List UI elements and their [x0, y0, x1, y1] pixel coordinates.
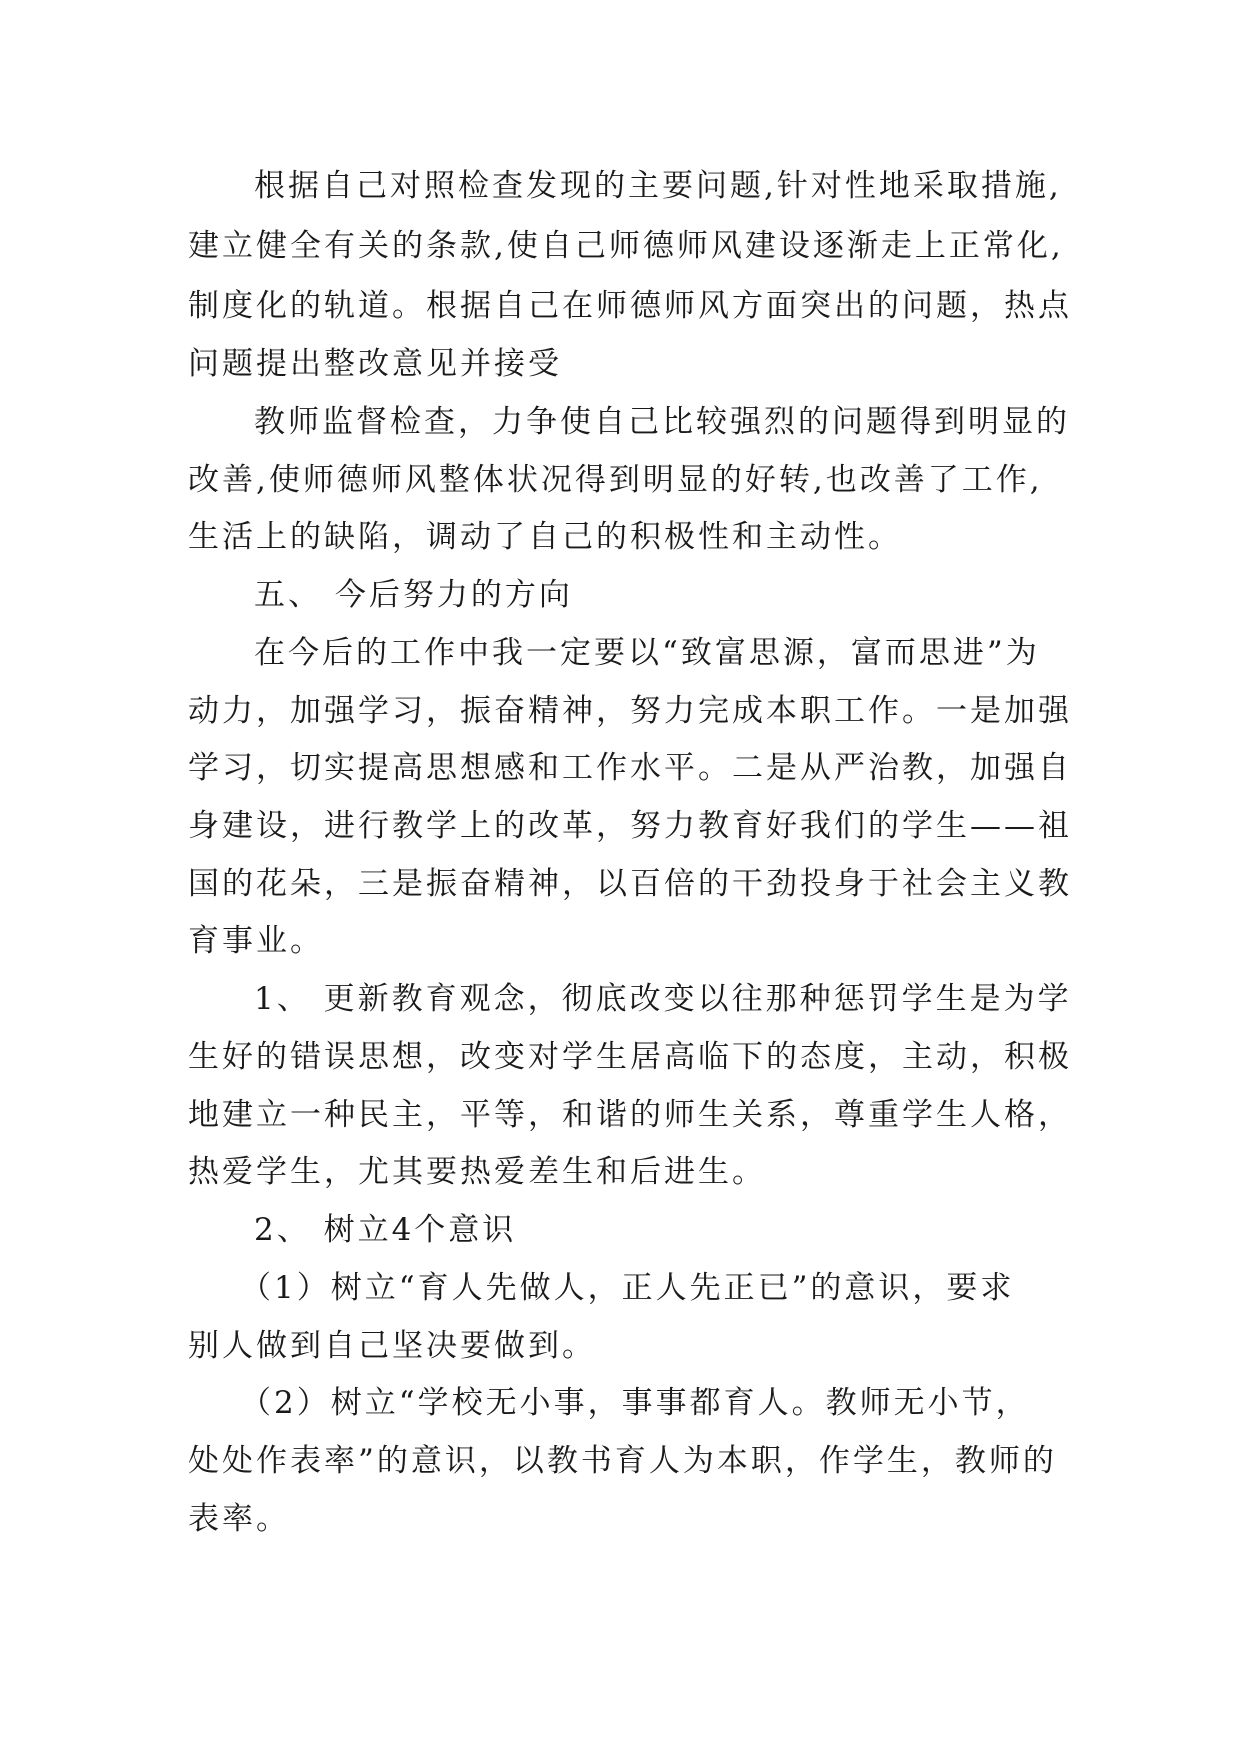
- text-line: 国的花朵，三是振奋精神，以百倍的干劲投身于社会主义教: [188, 866, 1072, 902]
- text-line: 生活上的缺陷，调动了自己的积极性和主动性。: [188, 519, 902, 555]
- text-line: 表率。: [188, 1501, 290, 1537]
- text-line: 处处作表率”的意识，以教书育人为本职，作学生，教师的: [188, 1443, 1057, 1479]
- text-line: 问题提出整改意见并接受: [188, 346, 562, 382]
- text-line: 热爱学生，尤其要热爱差生和后进生。: [188, 1154, 766, 1190]
- text-line: 生好的错误思想，改变对学生居高临下的态度，主动，积极: [188, 1039, 1072, 1075]
- text-line: 动力，加强学习，振奋精神，努力完成本职工作。一是加强: [188, 693, 1072, 729]
- section-heading: 五、 今后努力的方向: [254, 577, 573, 613]
- text-line: 改善,使师德师风整体状况得到明显的好转,也改善了工作,: [188, 462, 1043, 498]
- sub-item: （2）树立“学校无小事，事事都育人。教师无小节，: [240, 1385, 1030, 1421]
- text-line: 制度化的轨道。根据自己在师德师风方面突出的问题，热点: [188, 288, 1072, 324]
- text-line: 建立健全有关的条款,使自己师德师风建设逐渐走上正常化,: [188, 228, 1064, 264]
- text-line: 别人做到自己坚决要做到。: [188, 1328, 596, 1364]
- text-line: 学习，切实提高思想感和工作水平。二是从严治教，加强自: [188, 750, 1072, 786]
- sub-item: （1）树立“育人先做人，正人先正已”的意识，要求: [240, 1270, 1015, 1306]
- text-line: 在今后的工作中我一定要以“致富思源，富而思进”为: [254, 635, 1040, 671]
- text-line: 育事业。: [188, 923, 324, 959]
- text-line: 地建立一种民主，平等，和谐的师生关系，尊重学生人格，: [188, 1097, 1072, 1133]
- list-item-heading: 2、 树立4个意识: [254, 1212, 517, 1248]
- text-line: 身建设，进行教学上的改革，努力教育好我们的学生——祖: [188, 808, 1072, 844]
- list-item-heading: 1、 更新教育观念，彻底改变以往那种惩罚学生是为学: [254, 981, 1072, 1017]
- text-line: 根据自己对照检查发现的主要问题,针对性地采取措施,: [254, 168, 1062, 204]
- text-line: 教师监督检查，力争使自己比较强烈的问题得到明显的: [254, 404, 1070, 440]
